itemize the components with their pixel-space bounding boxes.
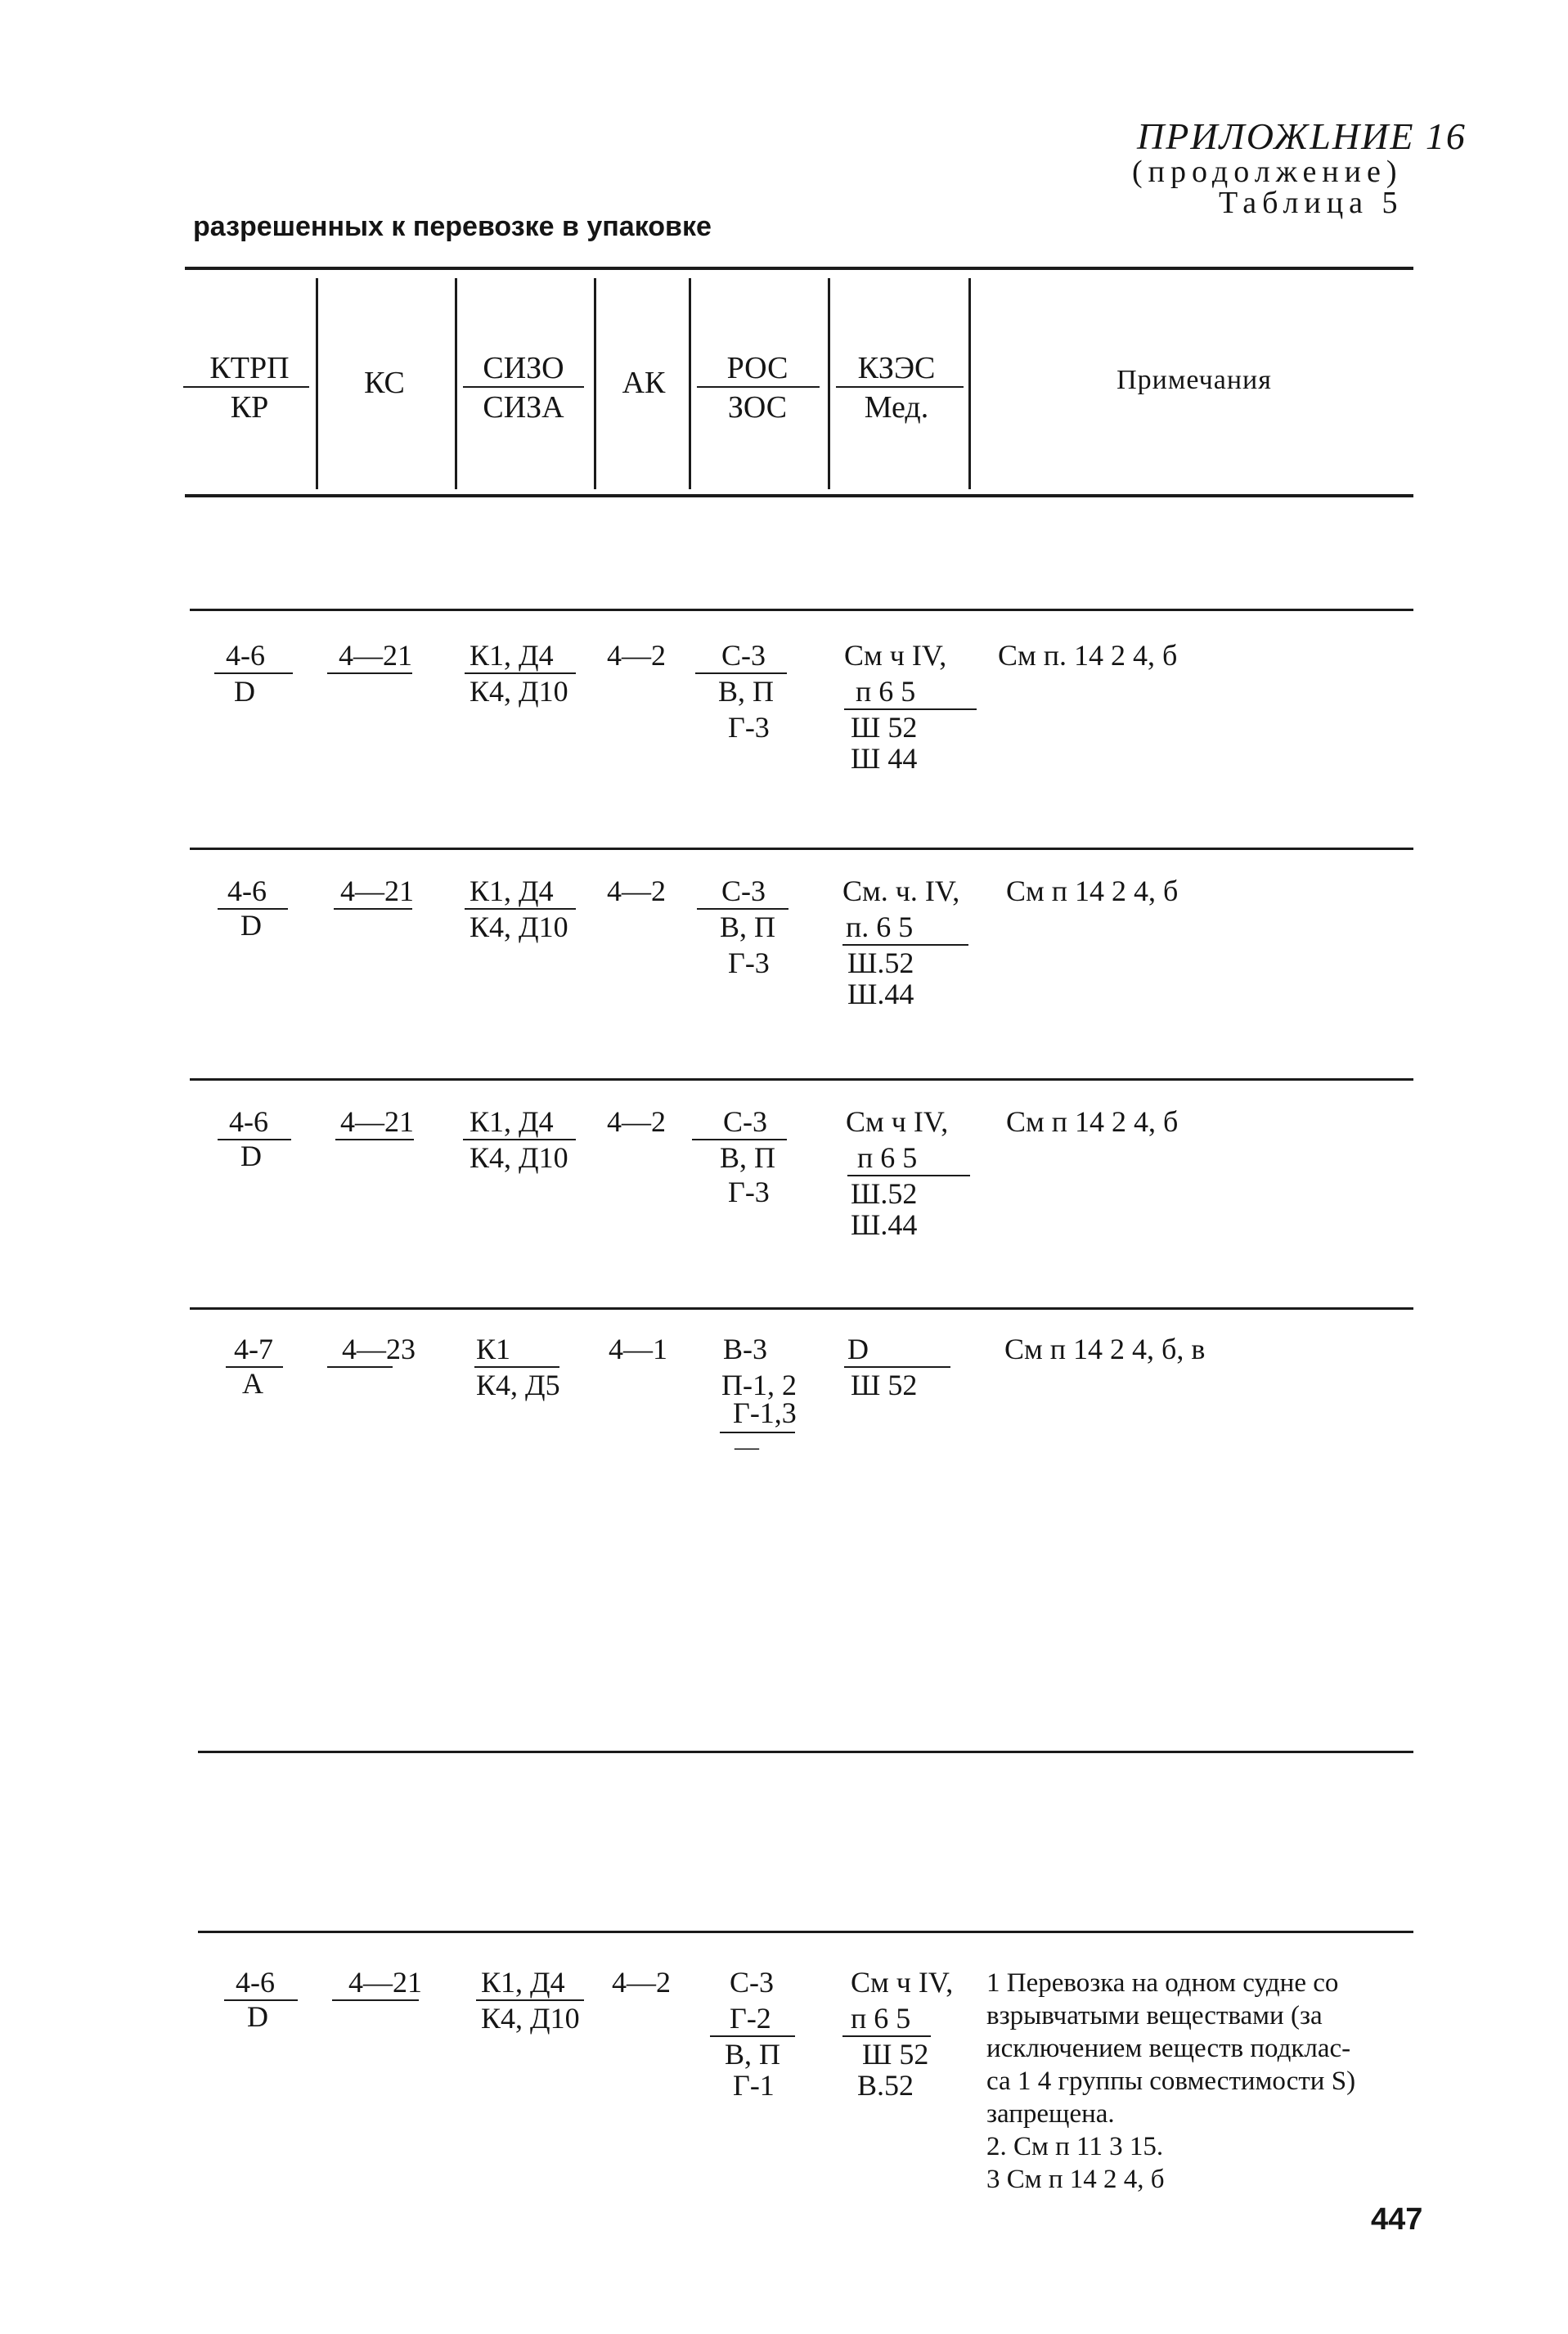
fraction-bar bbox=[327, 1366, 393, 1368]
kzes-value: Ш.44 bbox=[851, 1208, 918, 1241]
table-label: Таблица 5 bbox=[1219, 186, 1404, 220]
kzes-value: Ш 52 bbox=[851, 711, 918, 744]
row-separator bbox=[190, 1078, 1413, 1081]
kzes-value: D bbox=[847, 1333, 869, 1365]
siza-value: К4, Д10 bbox=[470, 675, 568, 708]
column-divider bbox=[689, 278, 691, 489]
fraction-bar bbox=[697, 386, 820, 388]
kzes-value: См ч IV, bbox=[851, 1966, 954, 1999]
note-text: са 1 4 группы совместимости S) bbox=[986, 2066, 1356, 2096]
fraction-bar bbox=[836, 386, 964, 388]
col-ktrp: КТРП bbox=[209, 351, 290, 385]
fraction-bar bbox=[334, 908, 412, 910]
row-separator bbox=[190, 848, 1413, 850]
kr-value: D bbox=[234, 675, 255, 708]
note-text: См п 14 2 4, б, в bbox=[1004, 1333, 1206, 1365]
ks-value: 4—21 bbox=[340, 875, 414, 907]
kr-value: D bbox=[240, 909, 262, 942]
ktrp-value: 4-7 bbox=[234, 1333, 273, 1365]
kzes-value: В.52 bbox=[857, 2069, 914, 2102]
ktrp-value: 4-6 bbox=[229, 1105, 268, 1138]
note-text: 2. См п 11 3 15. bbox=[986, 2132, 1164, 2161]
col-kr: КР bbox=[230, 390, 269, 425]
col-zos: ЗОС bbox=[727, 390, 788, 425]
ros-value: Г-3 bbox=[728, 711, 770, 744]
col-kzes: КЗЭС bbox=[857, 351, 936, 385]
ros-value: В, П bbox=[718, 675, 775, 708]
ak-value: 4—1 bbox=[609, 1333, 667, 1365]
column-divider bbox=[455, 278, 457, 489]
fraction-bar bbox=[183, 386, 309, 388]
siza-value: К4, Д10 bbox=[481, 2002, 580, 2035]
sizo-value: К1 bbox=[476, 1333, 511, 1365]
note-text: См п. 14 2 4, б bbox=[998, 639, 1178, 672]
ros-value: С-3 bbox=[721, 875, 766, 907]
fraction-bar bbox=[335, 1139, 414, 1140]
note-text: 1 Перевозка на одном судне со bbox=[986, 1968, 1339, 1998]
ros-value: — bbox=[735, 1433, 759, 1460]
ros-value: Г-1 bbox=[733, 2069, 775, 2102]
note-text: исключением веществ подклас- bbox=[986, 2034, 1351, 2063]
column-divider bbox=[316, 278, 318, 489]
col-ros: РОС bbox=[726, 351, 788, 385]
ros-value: Г-3 bbox=[728, 1176, 770, 1208]
row-separator bbox=[198, 1751, 1413, 1753]
ros-value: В, П bbox=[725, 2038, 781, 2071]
kzes-value: п. 6 5 bbox=[846, 911, 914, 943]
sizo-value: К1, Д4 bbox=[470, 875, 554, 907]
table-subtitle: разрешенных к перевозке в упаковке bbox=[193, 211, 712, 242]
note-text: См п 14 2 4, б bbox=[1006, 1105, 1179, 1138]
ak-value: 4—2 bbox=[612, 1966, 671, 1999]
ros-value: С-3 bbox=[721, 639, 766, 672]
appendix-title: ПРИЛОЖLНИЕ 16 bbox=[1137, 115, 1467, 157]
row-separator bbox=[190, 609, 1413, 611]
kzes-value: Ш.52 bbox=[851, 1177, 918, 1210]
col-notes: Примечания bbox=[1116, 365, 1272, 395]
fraction-bar bbox=[327, 672, 412, 674]
page-number: 447 bbox=[1371, 2202, 1423, 2237]
fraction-bar bbox=[463, 386, 584, 388]
table-top-rule bbox=[185, 267, 1413, 270]
ros-value: С-3 bbox=[730, 1966, 774, 1999]
kzes-value: п 6 5 bbox=[851, 2002, 911, 2035]
ros-value: В, П bbox=[720, 1141, 776, 1174]
col-ks: КС bbox=[364, 366, 405, 400]
siza-value: К4, Д5 bbox=[476, 1369, 560, 1401]
siza-value: К4, Д10 bbox=[470, 1141, 568, 1174]
kzes-value: п 6 5 bbox=[857, 1141, 918, 1174]
continuation-label: (продолжение) bbox=[1132, 155, 1403, 189]
kr-value: D bbox=[240, 1140, 262, 1172]
kzes-value: Ш 44 bbox=[851, 742, 918, 775]
ros-value: В, П bbox=[720, 911, 776, 943]
header-bottom-rule bbox=[185, 494, 1413, 497]
sizo-value: К1, Д4 bbox=[470, 1105, 554, 1138]
kzes-value: См ч IV, bbox=[844, 639, 947, 672]
note-text: 3 См п 14 2 4, б bbox=[986, 2165, 1165, 2194]
column-divider bbox=[828, 278, 830, 489]
ktrp-value: 4-6 bbox=[227, 875, 267, 907]
ktrp-value: 4-6 bbox=[236, 1966, 275, 1999]
ks-value: 4—21 bbox=[348, 1966, 422, 1999]
ros-value: С-3 bbox=[723, 1105, 767, 1138]
siza-value: К4, Д10 bbox=[470, 911, 568, 943]
kzes-value: Ш.44 bbox=[847, 978, 914, 1010]
kzes-value: п 6 5 bbox=[856, 675, 916, 708]
ros-value: Г-1,3 bbox=[733, 1396, 797, 1429]
ks-value: 4—23 bbox=[342, 1333, 416, 1365]
column-divider bbox=[594, 278, 596, 489]
sizo-value: К1, Д4 bbox=[481, 1966, 565, 1999]
kzes-value: Ш.52 bbox=[847, 947, 914, 979]
ks-value: 4—21 bbox=[340, 1105, 414, 1138]
col-ak: АК bbox=[622, 366, 666, 400]
fraction-bar bbox=[332, 1999, 419, 2001]
col-sizo: СИЗО bbox=[483, 351, 564, 385]
kzes-value: См. ч. IV, bbox=[842, 875, 960, 907]
ros-value: В-3 bbox=[723, 1333, 767, 1365]
row-separator bbox=[198, 1931, 1413, 1933]
kzes-value: Ш 52 bbox=[851, 1369, 918, 1401]
ks-value: 4—21 bbox=[339, 639, 412, 672]
kr-value: А bbox=[242, 1367, 263, 1400]
column-divider bbox=[968, 278, 971, 489]
ak-value: 4—2 bbox=[607, 1105, 666, 1138]
kzes-value: Ш 52 bbox=[862, 2038, 929, 2071]
ak-value: 4—2 bbox=[607, 639, 666, 672]
ros-value: П-1, 2 bbox=[721, 1369, 797, 1401]
ktrp-value: 4-6 bbox=[226, 639, 265, 672]
col-med: Мед. bbox=[864, 390, 929, 425]
ros-value: Г-3 bbox=[728, 947, 770, 979]
ros-value: Г-2 bbox=[730, 2002, 771, 2035]
row-separator bbox=[190, 1307, 1413, 1310]
ak-value: 4—2 bbox=[607, 875, 666, 907]
note-text: См п 14 2 4, б bbox=[1006, 875, 1179, 907]
note-text: взрывчатыми веществами (за bbox=[986, 2001, 1323, 2030]
kr-value: D bbox=[247, 2000, 268, 2033]
col-siza: СИЗА bbox=[483, 390, 564, 425]
kzes-value: См ч IV, bbox=[846, 1105, 949, 1138]
sizo-value: К1, Д4 bbox=[470, 639, 554, 672]
note-text: запрещена. bbox=[986, 2099, 1115, 2129]
